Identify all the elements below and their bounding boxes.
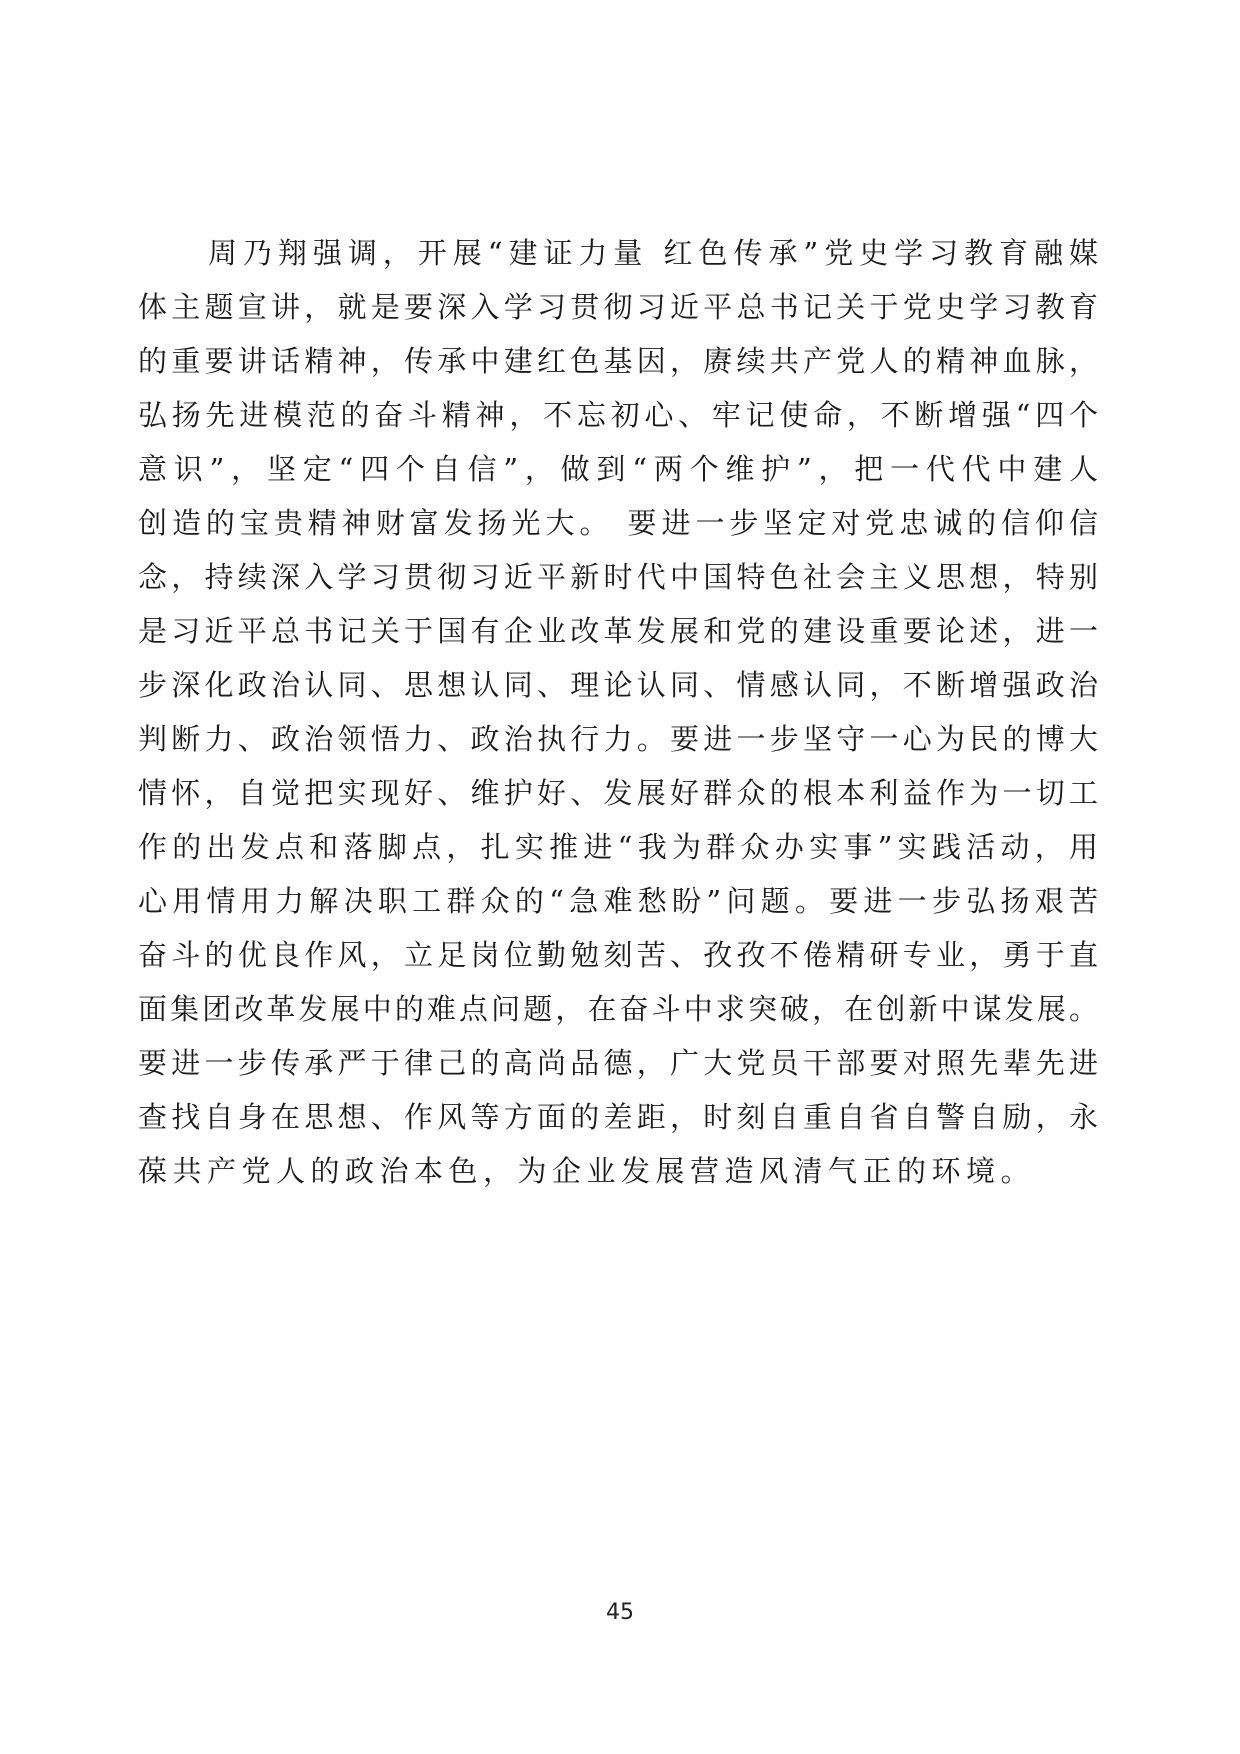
text-line: 是习近平总书记关于国有企业改革发展和党的建设重要论述，进一 [138, 614, 1098, 648]
text-line: 奋斗的优良作风，立足岗位勤勉刻苦、孜孜不倦精研专业，勇于直 [138, 938, 1098, 972]
text-line: 查找自身在思想、作风等方面的差距，时刻自重自省自警自励，永 [138, 1100, 1098, 1134]
page-number: 45 [606, 1600, 634, 1625]
text-line: 的重要讲话精神，传承中建红色基因，赓续共产党人的精神血脉， [138, 344, 1098, 378]
text-line: 创造的宝贵精神财富发扬光大。 要进一步坚定对党忠诚的信仰信 [138, 506, 1098, 540]
text-line: 情怀，自觉把实现好、维护好、发展好群众的根本利益作为一切工 [138, 776, 1098, 810]
text-line: 弘扬先进模范的奋斗精神，不忘初心、牢记使命，不断增强“四个 [138, 398, 1098, 432]
text-line: 体主题宣讲，就是要深入学习贯彻习近平总书记关于党史学习教育 [138, 290, 1098, 324]
body-paragraph [138, 226, 1098, 1198]
text-line: 判断力、政治领悟力、政治执行力。要进一步坚守一心为民的博大 [138, 722, 1098, 756]
text-line: 葆共产党人的政治本色，为企业发展营造风清气正的环境。 [138, 1154, 1036, 1188]
text-line: 念，持续深入学习贯彻习近平新时代中国特色社会主义思想，特别 [138, 560, 1098, 594]
text-line: 心用情用力解决职工群众的“急难愁盼”问题。要进一步弘扬艰苦 [138, 884, 1098, 918]
text-line: 作的出发点和落脚点，扎实推进“我为群众办实事”实践活动，用 [138, 830, 1098, 864]
text-line: 意识”，坚定“四个自信”，做到“两个维护”，把一代代中建人 [138, 452, 1098, 486]
text-line: 步深化政治认同、思想认同、理论认同、情感认同，不断增强政治 [138, 668, 1098, 702]
text-line: 周乃翔强调，开展“建证力量 红色传承”党史学习教育融媒 [138, 236, 1098, 270]
text-line: 面集团改革发展中的难点问题，在奋斗中求突破，在创新中谋发展。 [138, 992, 1098, 1026]
text-line: 要进一步传承严于律己的高尚品德，广大党员干部要对照先辈先进 [138, 1046, 1098, 1080]
